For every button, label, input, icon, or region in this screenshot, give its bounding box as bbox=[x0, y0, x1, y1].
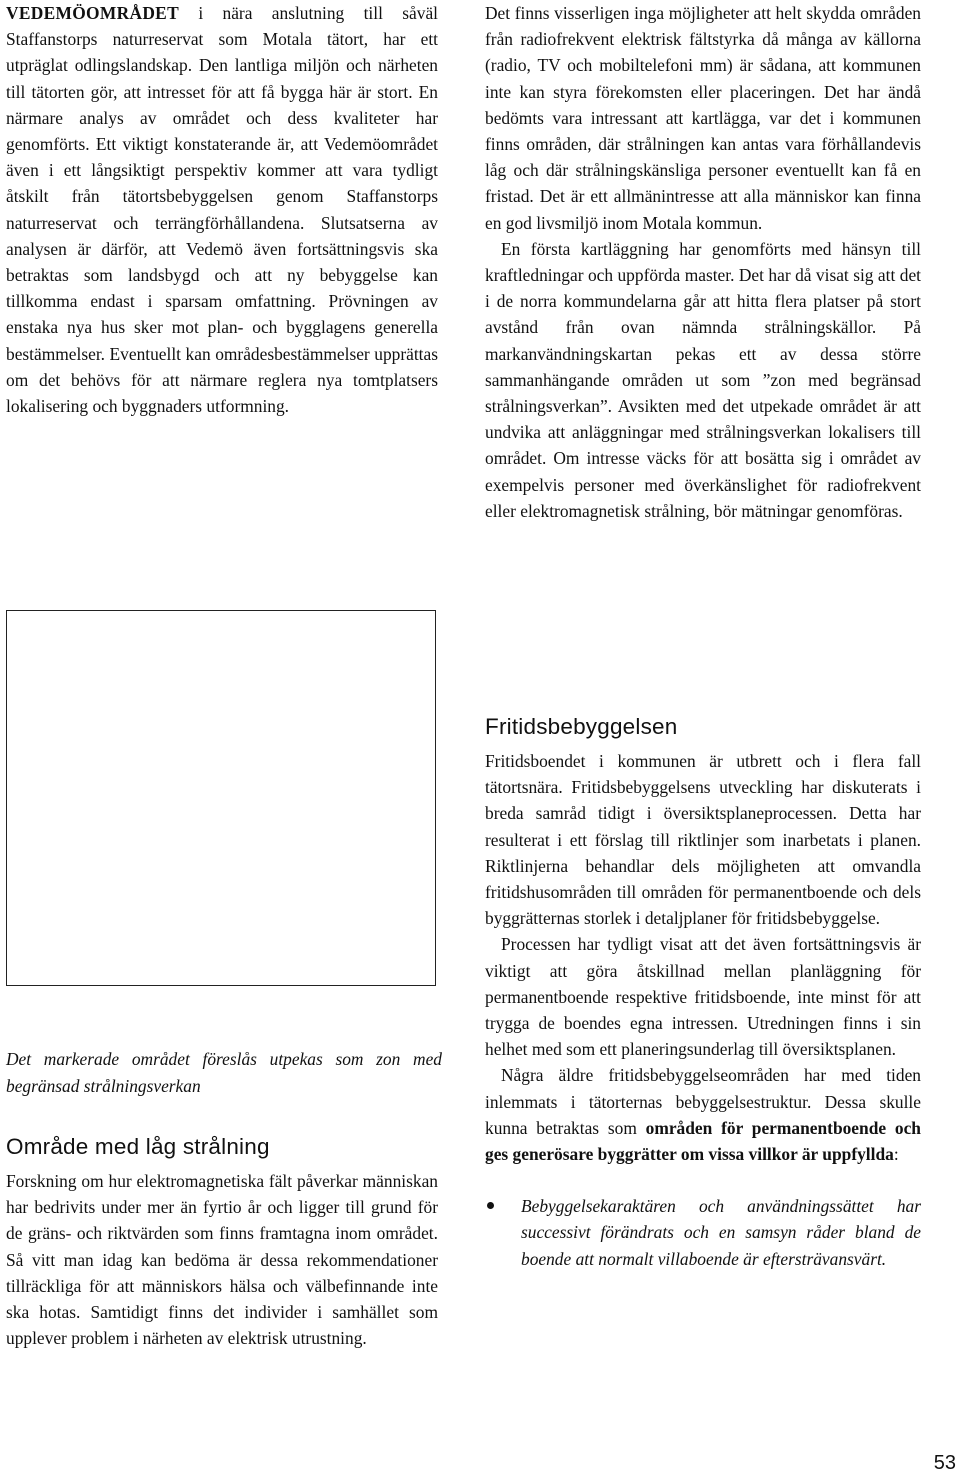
conditions-list bbox=[485, 1193, 921, 1272]
leisure-paragraph-3-bold: områden för permanentboende och ges generösare byggrätter om vissa villkor är uppfyllda bbox=[485, 1117, 921, 1165]
leisure-paragraph-3-end: : bbox=[893, 1144, 899, 1165]
bullet-dot-icon bbox=[487, 1202, 494, 1209]
leisure-paragraph-3-start: Några äldre fritidsbebyggelseområden har med tiden inlemmats i tätorternas bebyggelsestruktur. Dessa skulle kunna betraktas som bbox=[485, 1065, 921, 1138]
low-radiation-heading: Område med låg strålning bbox=[6, 1134, 270, 1159]
vedemo-paragraph bbox=[6, 0, 438, 419]
radiation-paragraph-2: En första kartläggning har genomförts med hänsyn till kraftledningar och uppförda master. Det har då visat sig att det i de norra kommundelarna går att hitta flera platser på stort avstånd från ovan nämnda strålningskällor. På markanvändningskartan pekas ett av dessa större sammanhängande områden ut som ”zon med begränsad strålningsverkan”. Avsikten med det utpekade området är att undvika att anläggningar med strålningsverkan lokalisers till området. Om intresse väcks för att bosätta sig i området av exempelvis personer med överkänslighet för radiofrekvent eller elektromagnetisk strålning, bör mätningar genomföras. bbox=[485, 238, 921, 521]
leisure-paragraph-3 bbox=[485, 1062, 921, 1167]
radiation-paragraph-1: Det finns visserligen inga möjligheter att helt skydda områden från radiofrekvent elektrisk fältstyrka då många av källorna (radio, TV och mobiltelefoni mm) är sådana, att kommunen inte kan styra förekomsten eller placeringen. Det har ändå bedömts vara intressant att kartlägga, var det i kommunen finns områden, där strålningen kan antas vara förhållandevis låg och där strålningskänsliga personer eventuellt kan få en fristad. Det är ett allmänintresse att alla människor kan finna en god livsmiljö inom Motala kommun. bbox=[485, 3, 921, 233]
leisure-paragraph-1: Fritidsboendet i kommunen är utbrett och i flera fall tätortsnära. Fritidsbebyggelsens utveckling har diskuterats i breda samråd tidigt i översiktsplaneprocessen. Detta har resulterat i ett förslag till riktlinjer som inarbetats i planen. Riktlinjerna behandlar dels möjligheten att omvandla fritidshusområden till områden för permanentboende och dels byggrätternas storlek i detaljplaner för fritidsbebyggelse. bbox=[485, 751, 921, 929]
map-caption: Det markerade området föreslås utpekas som zon med begränsad strålningsverkan bbox=[6, 1049, 442, 1096]
page-number: 53 bbox=[933, 1452, 956, 1474]
radiation-column bbox=[485, 0, 921, 524]
vedemo-body: i nära anslutning till såväl Staffanstorps naturreservat som Motala tätort, har ett utpräglat odlingslandskap. Den lantliga miljön och närheten till tätorten gör, att intresset för att få bygga här är stort. En närmare analys av området och dess kvaliteter har genomförts. Ett viktigt konstaterande är, att Vedemöområdet även i ett långsiktigt perspektiv kommer att vara tydligt åtskilt från tätortsbebyggelsen genom Staffanstorps naturreservat och terrängförhållandena. Slutsatserna av analysen är därför, att Vedemö även fortsättningsvis ska betraktas som landsbygd och att ny bebyggelse kan tillkomma endast i sparsam omfattning. Prövningen av enstaka nya hus sker mot plan- och bygglagens generella bestämmelser. Eventuellt kan områdesbestämmelser upprättas om det behövs för att närmare reglera nya tomtplatsers lokalisering och byggnaders utformning. bbox=[6, 3, 438, 417]
leisure-housing-section bbox=[485, 712, 921, 1272]
map-image-frame bbox=[6, 610, 436, 986]
vedemo-lead: VEDEMÖOMRÅDET bbox=[6, 3, 179, 23]
low-radiation-section bbox=[6, 1132, 438, 1351]
intro-column bbox=[6, 0, 438, 419]
leisure-paragraph-2: Processen har tydligt visat att det även fortsättningsvis är viktigt att göra åtskillnad mellan planläggning för permanentboende respektive fritidsboende, inte minst för att trygga de boendes egna intressen. Utredningen finns i sin helhet med som ett planeringsunderlag till översiktsplanen. bbox=[485, 934, 921, 1060]
low-radiation-paragraph: Forskning om hur elektromagnetiska fält påverkar människan har bedrivits under mer än fyrtio år och ligger till grund för de gräns- och riktvärden som finns framtagna inom området. Så vitt man idag kan bedöma är dessa rekommendationer tillräckliga för att människors hälsa och välbefinnande inte ska hotas. Samtidigt finns det individer i samhället som upplever problem i närheten av elektrisk utrustning. bbox=[6, 1171, 438, 1349]
list-item-text: Bebyggelsekaraktären och användningssättet har successivt förändrats och en samsyn råder bland de boende att normalt villaboende är eftersträvansvärt. bbox=[521, 1196, 921, 1269]
list-item bbox=[485, 1193, 921, 1272]
leisure-housing-heading: Fritidsbebyggelsen bbox=[485, 714, 678, 739]
